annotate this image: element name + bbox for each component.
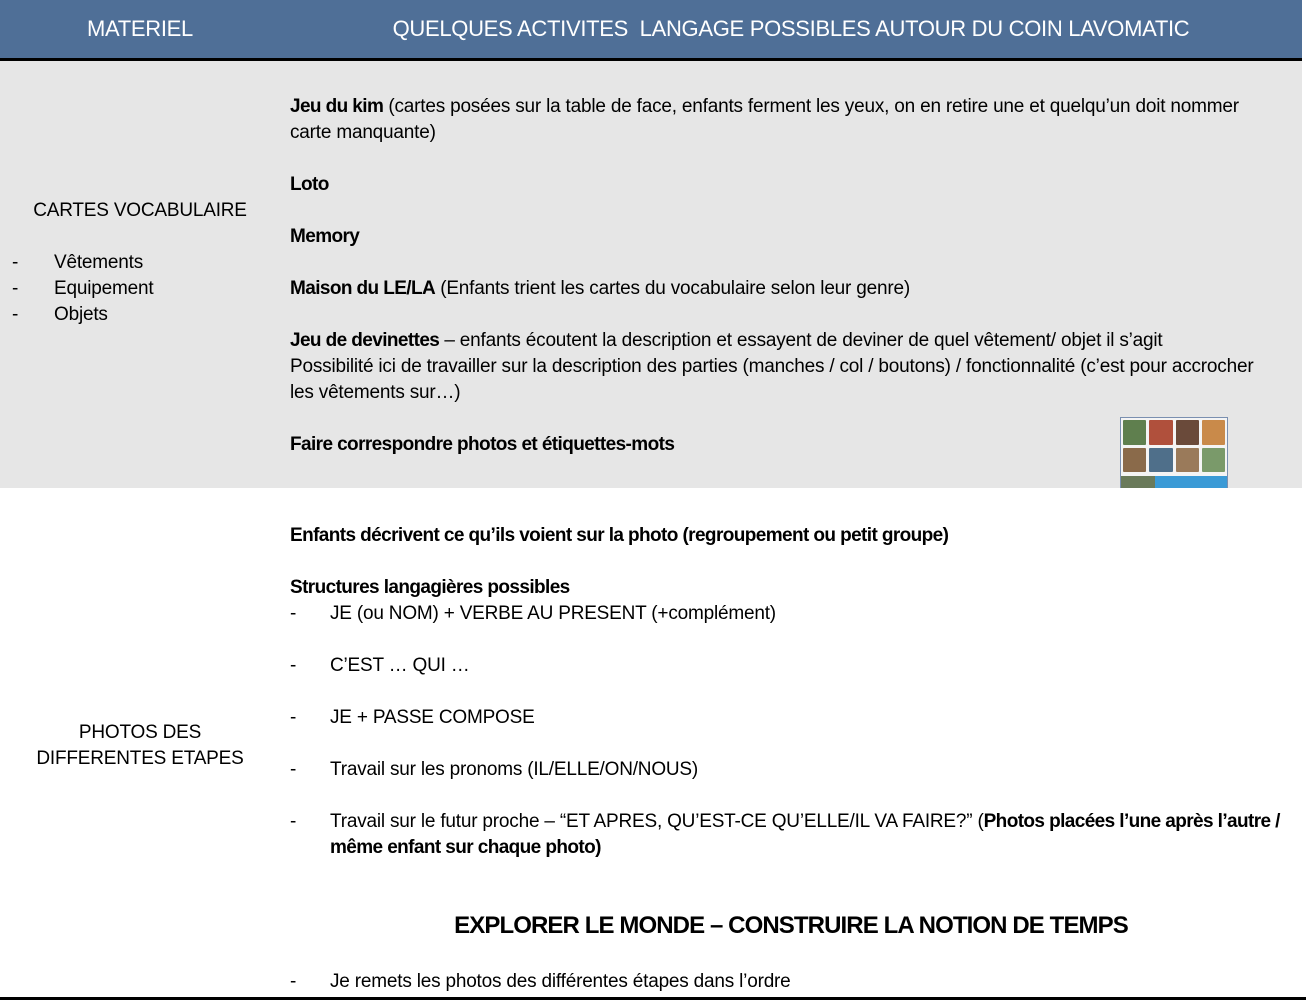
activity-correspondre-title: Faire correspondre photos et étiquettes-mots xyxy=(290,434,675,455)
section2-title-text: PHOTOS DES DIFFERENTES ETAPES xyxy=(36,722,244,769)
activity-memory-title: Memory xyxy=(290,226,360,247)
table-header xyxy=(0,0,1302,61)
photos-intro: Enfants décrivent ce qu’ils voient sur la photo (regroupement ou petit groupe) xyxy=(290,525,949,546)
vocab-item: Vêtements xyxy=(54,252,144,273)
list-item xyxy=(290,601,1280,627)
activity-maison-title: Maison du LE/LA xyxy=(290,278,436,299)
list-item xyxy=(290,809,1280,861)
structure-futur-text: Travail sur le futur proche – “ET APRES, QU’EST-CE QU’ELLE/IL VA FAIRE?” ( xyxy=(330,811,984,832)
structure-item: JE + PASSE COMPOSE xyxy=(330,707,535,728)
list-item xyxy=(12,302,272,328)
list-item xyxy=(290,757,1280,783)
photo-grid-thumbnail-icon xyxy=(1120,417,1228,497)
activity-kim-desc: (cartes posées sur la table de face, enfants ferment les yeux, on en retire une et quelqu’un doit nommer carte manquante) xyxy=(290,96,1239,143)
activity-memory xyxy=(290,224,1280,250)
activity-devinettes-detail: Possibilité ici de travailler sur la description des parties (manches / col / boutons) / fonctionnalité (c’est pour accrocher les vêtements sur…) xyxy=(290,356,1254,403)
photos-etapes-title xyxy=(20,720,260,772)
explore-item: Je remets les photos des différentes étapes dans l’ordre xyxy=(330,971,791,992)
dash-bullet: - xyxy=(290,707,297,728)
dash-bullet: - xyxy=(290,655,297,676)
structure-item: JE (ou NOM) + VERBE AU PRESENT (+complément) xyxy=(330,603,776,624)
structure-item-futur xyxy=(330,809,1280,861)
activity-correspondre xyxy=(290,432,1090,458)
explore-title: EXPLORER LE MONDE – CONSTRUIRE LA NOTION DE TEMPS xyxy=(454,912,1128,939)
activity-devinettes-desc: – enfants écoutent la description et essayent de deviner de quel vêtement/ objet il s’agit xyxy=(439,330,1163,351)
dash-bullet: - xyxy=(12,278,19,299)
dash-bullet: - xyxy=(290,603,297,624)
list-item xyxy=(290,969,1280,995)
dash-bullet: - xyxy=(290,811,297,832)
list-item xyxy=(290,705,1280,731)
section1-title-text: CARTES VOCABULAIRE xyxy=(33,200,247,221)
activity-devinettes-title: Jeu de devinettes xyxy=(290,330,440,351)
activity-loto-title: Loto xyxy=(290,174,329,195)
activity-kim-title: Jeu du kim xyxy=(290,96,384,117)
structure-item: C’EST … QUI … xyxy=(330,655,470,676)
structure-futur-bold: Photos placées l’une après l’autre / même enfant sur chaque photo) xyxy=(330,811,1280,858)
activity-kim xyxy=(290,94,1280,146)
activity-devinettes xyxy=(290,328,1280,406)
list-item xyxy=(290,653,1280,679)
header-materiel: MATERIEL xyxy=(87,16,193,41)
list-item xyxy=(12,276,272,302)
dash-bullet: - xyxy=(12,252,19,273)
activity-maison xyxy=(290,276,1280,302)
vocab-item: Objets xyxy=(54,304,108,325)
dash-bullet: - xyxy=(12,304,19,325)
bottom-border xyxy=(0,997,1306,1000)
cartes-vocabulaire-title xyxy=(0,198,280,224)
structures-title: Structures langagières possibles xyxy=(290,577,570,598)
activity-loto xyxy=(290,172,1280,198)
structure-item: Travail sur les pronoms (IL/ELLE/ON/NOUS) xyxy=(330,759,699,780)
list-item xyxy=(12,250,272,276)
vocab-list xyxy=(12,250,272,328)
dash-bullet: - xyxy=(290,759,297,780)
activity-maison-desc: (Enfants trient les cartes du vocabulaire selon leur genre) xyxy=(435,278,910,299)
header-activities: QUELQUES ACTIVITES LANGAGE POSSIBLES AUTOUR DU COIN LAVOMATIC xyxy=(392,16,1190,41)
vocab-item: Equipement xyxy=(54,278,154,299)
dash-bullet: - xyxy=(290,971,297,992)
